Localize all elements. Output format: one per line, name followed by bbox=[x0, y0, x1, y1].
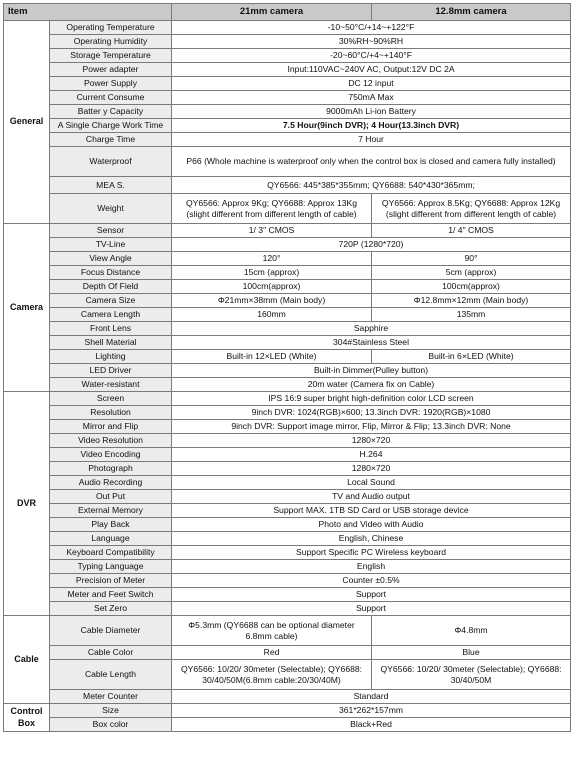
spec-label: A Single Charge Work Time bbox=[50, 119, 172, 133]
spec-value: 7 Hour bbox=[172, 133, 571, 147]
table-row bbox=[4, 646, 571, 660]
spec-label: Resolution bbox=[50, 406, 172, 420]
table-row bbox=[4, 462, 571, 476]
spec-value: Support MAX. 1TB SD Card or USB storage device bbox=[172, 504, 571, 518]
spec-label: Lighting bbox=[50, 350, 172, 364]
table-row bbox=[4, 588, 571, 602]
table-row bbox=[4, 364, 571, 378]
spec-label: Size bbox=[50, 704, 172, 718]
spec-label: Shell Material bbox=[50, 336, 172, 350]
table-row bbox=[4, 133, 571, 147]
spec-value-21mm: 15cm (approx) bbox=[172, 266, 372, 280]
spec-label: Weight bbox=[50, 194, 172, 224]
spec-value-21mm: QY6566: 10/20/ 30meter (Selectable); QY6688: 30/40/50M(6.8mm cable:20/30/40M) bbox=[172, 660, 372, 690]
spec-label: Cable Diameter bbox=[50, 616, 172, 646]
spec-value-12-8mm: 1/ 4" CMOS bbox=[372, 224, 571, 238]
table-row bbox=[4, 322, 571, 336]
table-row bbox=[4, 616, 571, 646]
table-row bbox=[4, 690, 571, 704]
spec-label: Current Consume bbox=[50, 91, 172, 105]
spec-label: Precision of Meter bbox=[50, 574, 172, 588]
section-dvr: DVR bbox=[4, 392, 50, 616]
table-row bbox=[4, 560, 571, 574]
spec-label: Power Supply bbox=[50, 77, 172, 91]
table-row bbox=[4, 105, 571, 119]
table-row bbox=[4, 63, 571, 77]
spec-label: Camera Size bbox=[50, 294, 172, 308]
table-row bbox=[4, 91, 571, 105]
spec-value: Support Specific PC Wireless keyboard bbox=[172, 546, 571, 560]
spec-value: P66 (Whole machine is waterproof only when the control box is closed and camera fully installed) bbox=[172, 147, 571, 177]
table-row bbox=[4, 294, 571, 308]
spec-value: -10~50°C/+14~+122°F bbox=[172, 21, 571, 35]
spec-value-21mm: 120° bbox=[172, 252, 372, 266]
spec-value: Photo and Video with Audio bbox=[172, 518, 571, 532]
table-row bbox=[4, 224, 571, 238]
section-general: General bbox=[4, 21, 50, 224]
spec-value-21mm: QY6566: Approx 9Kg; QY6688: Approx 13Kg (slight different from different length of cable) bbox=[172, 194, 372, 224]
spec-value-12-8mm: Blue bbox=[372, 646, 571, 660]
spec-value-12-8mm: 5cm (approx) bbox=[372, 266, 571, 280]
spec-label: Operating Humidity bbox=[50, 35, 172, 49]
spec-value: 9000mAh Li-ion Battery bbox=[172, 105, 571, 119]
section-control-box: Control Box bbox=[4, 704, 50, 732]
spec-value: IPS 16:9 super bright high-definition color LCD screen bbox=[172, 392, 571, 406]
spec-value: -20~60°C/+4~+140°F bbox=[172, 49, 571, 63]
spec-label: Screen bbox=[50, 392, 172, 406]
table-row bbox=[4, 546, 571, 560]
spec-value: 361*262*157mm bbox=[172, 704, 571, 718]
spec-label: Operating Temperature bbox=[50, 21, 172, 35]
table-row bbox=[4, 350, 571, 364]
table-row bbox=[4, 532, 571, 546]
table-row bbox=[4, 35, 571, 49]
table-row bbox=[4, 238, 571, 252]
table-row bbox=[4, 77, 571, 91]
table-row bbox=[4, 420, 571, 434]
section-camera: Camera bbox=[4, 224, 50, 392]
table-row bbox=[4, 147, 571, 177]
spec-value: English, Chinese bbox=[172, 532, 571, 546]
spec-value: Standard bbox=[172, 690, 571, 704]
spec-value: 304#Stainless Steel bbox=[172, 336, 571, 350]
header-21mm-camera: 21mm camera bbox=[172, 4, 372, 21]
spec-value: Sapphire bbox=[172, 322, 571, 336]
spec-value-12-8mm: Built-in 6×LED (White) bbox=[372, 350, 571, 364]
table-row bbox=[4, 308, 571, 322]
table-row bbox=[4, 336, 571, 350]
table-row bbox=[4, 476, 571, 490]
spec-label: Audio Recording bbox=[50, 476, 172, 490]
spec-value-12-8mm: 100cm(approx) bbox=[372, 280, 571, 294]
spec-table bbox=[3, 3, 571, 732]
spec-label: TV-Line bbox=[50, 238, 172, 252]
spec-value: QY6566: 445*385*355mm; QY6688: 540*430*365mm; bbox=[172, 177, 571, 194]
table-row bbox=[4, 490, 571, 504]
table-row bbox=[4, 49, 571, 63]
spec-label: Play Back bbox=[50, 518, 172, 532]
spec-value: Built-in Dimmer(Pulley button) bbox=[172, 364, 571, 378]
spec-label: Out Put bbox=[50, 490, 172, 504]
spec-value: 7.5 Hour(9inch DVR); 4 Hour(13.3inch DVR) bbox=[172, 119, 571, 133]
spec-label: Meter and Feet Switch bbox=[50, 588, 172, 602]
spec-value: 720P (1280*720) bbox=[172, 238, 571, 252]
spec-value: Support bbox=[172, 602, 571, 616]
spec-value: Black+Red bbox=[172, 718, 571, 732]
table-row bbox=[4, 448, 571, 462]
spec-label: Set Zero bbox=[50, 602, 172, 616]
spec-label: External Memory bbox=[50, 504, 172, 518]
spec-value: Local Sound bbox=[172, 476, 571, 490]
spec-label: Front Lens bbox=[50, 322, 172, 336]
spec-value: Support bbox=[172, 588, 571, 602]
spec-value: DC 12 input bbox=[172, 77, 571, 91]
spec-label: Focus Distance bbox=[50, 266, 172, 280]
spec-value: 9inch DVR: Support image mirror, Flip, Mirror & Flip; 13.3inch DVR: None bbox=[172, 420, 571, 434]
spec-label: Box color bbox=[50, 718, 172, 732]
spec-label: MEA S. bbox=[50, 177, 172, 194]
spec-label: Storage Temperature bbox=[50, 49, 172, 63]
spec-value: H.264 bbox=[172, 448, 571, 462]
table-row bbox=[4, 21, 571, 35]
spec-value: Counter ±0.5% bbox=[172, 574, 571, 588]
spec-label: Sensor bbox=[50, 224, 172, 238]
spec-value: English bbox=[172, 560, 571, 574]
spec-value-12-8mm: 90° bbox=[372, 252, 571, 266]
spec-value-12-8mm: QY6566: 10/20/ 30meter (Selectable); QY6688: 30/40/50M bbox=[372, 660, 571, 690]
spec-value: 30%RH~90%RH bbox=[172, 35, 571, 49]
spec-value: 9inch DVR: 1024(RGB)×600; 13.3inch DVR: 1920(RGB)×1080 bbox=[172, 406, 571, 420]
table-row bbox=[4, 392, 571, 406]
spec-value-21mm: Built-in 12×LED (White) bbox=[172, 350, 372, 364]
spec-label: Cable Length bbox=[50, 660, 172, 690]
spec-label: Water-resistant bbox=[50, 378, 172, 392]
spec-value-12-8mm: Φ4.8mm bbox=[372, 616, 571, 646]
spec-label: Photograph bbox=[50, 462, 172, 476]
spec-value: 1280×720 bbox=[172, 434, 571, 448]
spec-value-21mm: 160mm bbox=[172, 308, 372, 322]
section-cable: Cable bbox=[4, 616, 50, 704]
spec-label: Language bbox=[50, 532, 172, 546]
header-item: Item bbox=[4, 4, 172, 21]
spec-value-21mm: Φ21mm×38mm (Main body) bbox=[172, 294, 372, 308]
spec-label: Video Resolution bbox=[50, 434, 172, 448]
table-row bbox=[4, 602, 571, 616]
spec-label: Waterproof bbox=[50, 147, 172, 177]
table-row bbox=[4, 504, 571, 518]
spec-value: TV and Audio output bbox=[172, 490, 571, 504]
table-row bbox=[4, 266, 571, 280]
spec-label: View Angle bbox=[50, 252, 172, 266]
table-row bbox=[4, 660, 571, 690]
spec-value: 20m water (Camera fix on Cable) bbox=[172, 378, 571, 392]
table-row bbox=[4, 718, 571, 732]
table-row bbox=[4, 194, 571, 224]
spec-value-12-8mm: QY6566: Approx 8.5Kg; QY6688: Approx 12Kg (slight different from different length of cable) bbox=[372, 194, 571, 224]
spec-label: Meter Counter bbox=[50, 690, 172, 704]
spec-label: Video Encoding bbox=[50, 448, 172, 462]
spec-value-21mm: Φ5.3mm (QY6688 can be optional diameter 6.8mm cable) bbox=[172, 616, 372, 646]
spec-value: Input:110VAC~240V AC, Output:12V DC 2A bbox=[172, 63, 571, 77]
spec-value-12-8mm: Φ12.8mm×12mm (Main body) bbox=[372, 294, 571, 308]
header-12-8mm-camera: 12.8mm camera bbox=[372, 4, 571, 21]
table-row bbox=[4, 406, 571, 420]
table-row bbox=[4, 252, 571, 266]
spec-value: 750mA Max bbox=[172, 91, 571, 105]
spec-value-21mm: 100cm(approx) bbox=[172, 280, 372, 294]
spec-label: Batter y Capacity bbox=[50, 105, 172, 119]
table-row bbox=[4, 704, 571, 718]
spec-value-21mm: 1/ 3" CMOS bbox=[172, 224, 372, 238]
table-row bbox=[4, 280, 571, 294]
spec-label: Cable Color bbox=[50, 646, 172, 660]
spec-label: Power adapter bbox=[50, 63, 172, 77]
table-row bbox=[4, 434, 571, 448]
table-row bbox=[4, 119, 571, 133]
table-row bbox=[4, 518, 571, 532]
spec-label: Camera Length bbox=[50, 308, 172, 322]
spec-label: LED Driver bbox=[50, 364, 172, 378]
table-row bbox=[4, 378, 571, 392]
table-row bbox=[4, 574, 571, 588]
spec-label: Depth Of Field bbox=[50, 280, 172, 294]
spec-value: 1280×720 bbox=[172, 462, 571, 476]
spec-label: Typing Language bbox=[50, 560, 172, 574]
spec-value-12-8mm: 135mm bbox=[372, 308, 571, 322]
spec-label: Mirror and Flip bbox=[50, 420, 172, 434]
table-header-row bbox=[4, 4, 571, 21]
spec-label: Keyboard Compatibility bbox=[50, 546, 172, 560]
spec-value-21mm: Red bbox=[172, 646, 372, 660]
spec-label: Charge Time bbox=[50, 133, 172, 147]
table-row bbox=[4, 177, 571, 194]
